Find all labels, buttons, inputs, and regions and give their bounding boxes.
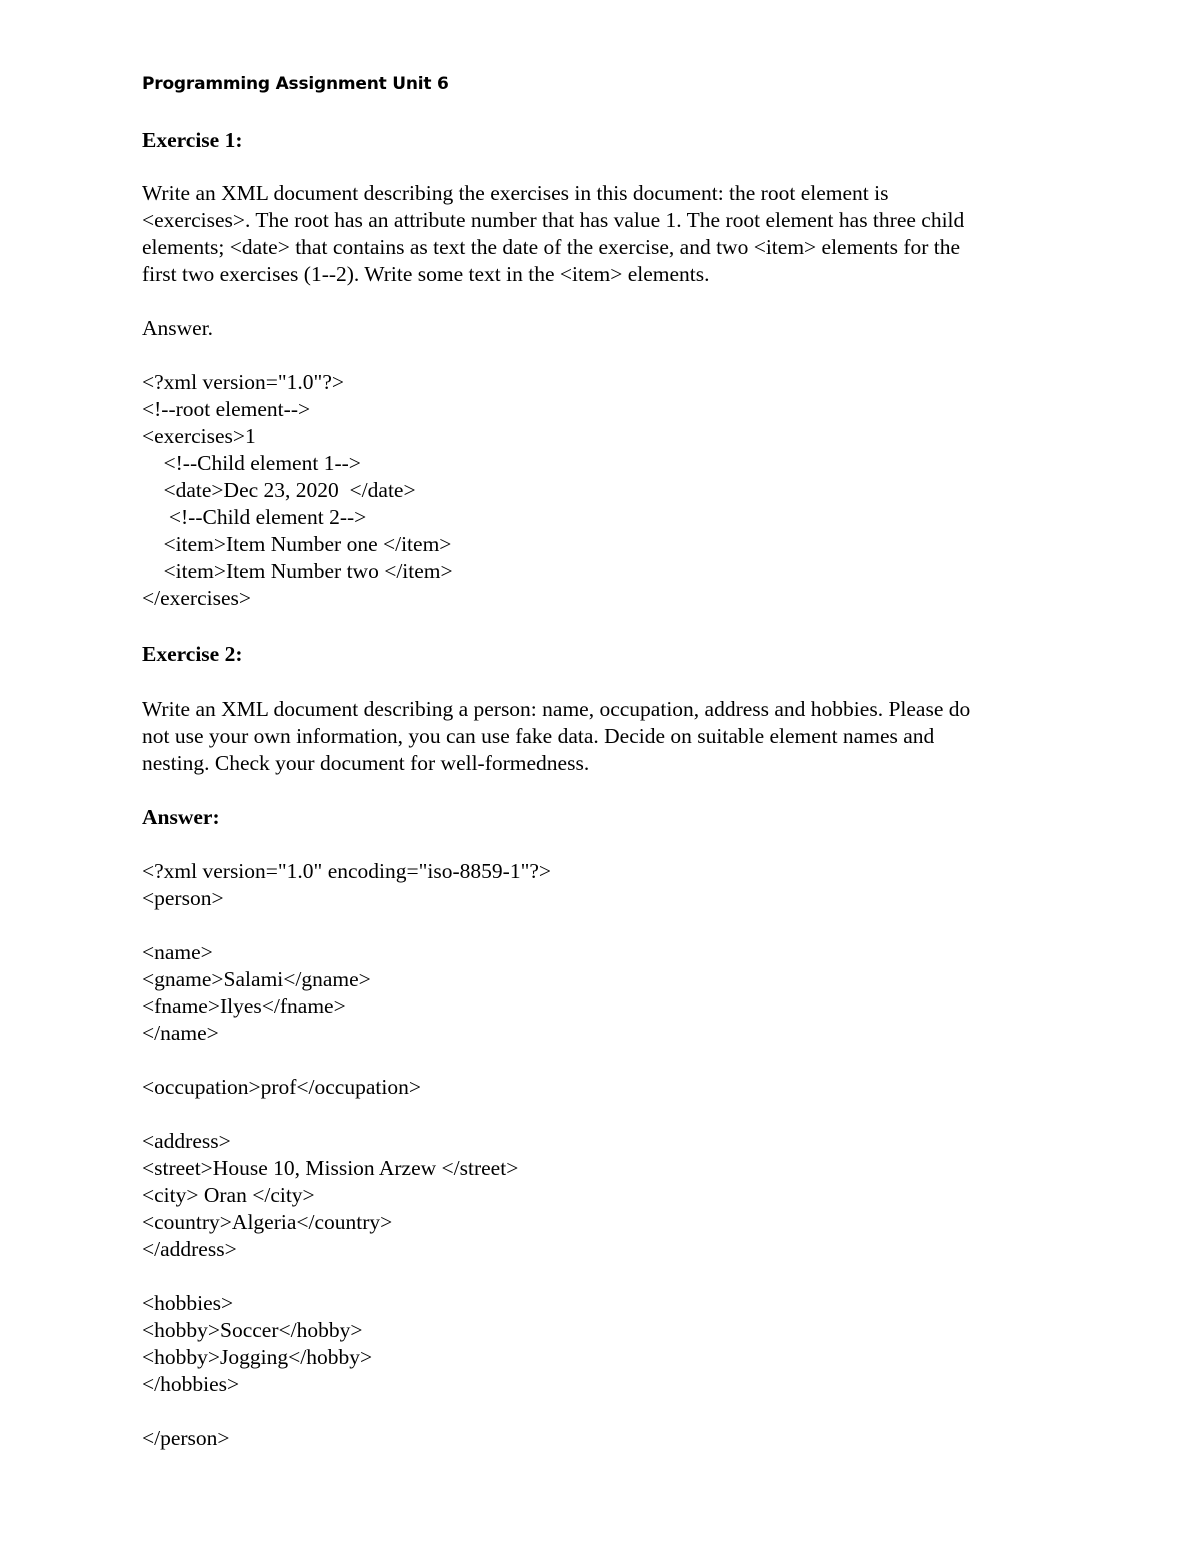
exercise-2-code-line: <occupation>prof</occupation> [142, 1075, 421, 1099]
exercise-1-code-line: <item>Item Number one </item> [142, 532, 452, 556]
exercise-2-code-line: <hobbies> [142, 1291, 234, 1315]
exercise-1-prompt-line: elements; <date> that contains as text the date of the exercise, and two <item> elements for the [142, 235, 961, 259]
exercise-2-code-line: <city> Oran </city> [142, 1183, 315, 1207]
exercise-1-code-line: </exercises> [142, 586, 252, 610]
exercise-2-prompt-line: not use your own information, you can use fake data. Decide on suitable element names and [142, 724, 935, 748]
exercise-2-code-line: <fname>Ilyes</fname> [142, 994, 346, 1018]
exercise-1-prompt-line: <exercises>. The root has an attribute number that has value 1. The root element has three child [142, 208, 965, 232]
exercise-1-prompt-line: first two exercises (1--2). Write some text in the <item> elements. [142, 262, 710, 286]
exercise-2-code-line: <gname>Salami</gname> [142, 967, 371, 991]
exercise-2-code-line: <street>House 10, Mission Arzew </street> [142, 1156, 519, 1180]
exercise-1-heading: Exercise 1: [142, 128, 243, 152]
exercise-2-code-line: </name> [142, 1021, 219, 1045]
exercise-2-answer-label: Answer: [142, 805, 220, 829]
exercise-2-code-line: <hobby>Jogging</hobby> [142, 1345, 373, 1369]
exercise-1-code-line: <date>Dec 23, 2020 </date> [142, 478, 416, 502]
exercise-2-code-line: </person> [142, 1426, 230, 1450]
exercise-1-code-line: <item>Item Number two </item> [142, 559, 453, 583]
exercise-2-prompt-line: nesting. Check your document for well-formedness. [142, 751, 590, 775]
exercise-1-prompt-line: Write an XML document describing the exercises in this document: the root element is [142, 181, 889, 205]
exercise-2-code-line: <?xml version="1.0" encoding="iso-8859-1"?> [142, 859, 552, 883]
exercise-2-code-line: <address> [142, 1129, 231, 1153]
exercise-1-code-line: <!--Child element 1--> [142, 451, 361, 475]
exercise-2-code-line: <hobby>Soccer</hobby> [142, 1318, 363, 1342]
exercise-1-code-line: <?xml version="1.0"?> [142, 370, 345, 394]
exercise-1-code-line: <!--root element--> [142, 397, 311, 421]
exercise-2-heading: Exercise 2: [142, 642, 243, 666]
exercise-2-code-line: </address> [142, 1237, 237, 1261]
exercise-2-code-line: </hobbies> [142, 1372, 240, 1396]
exercise-1-answer-label: Answer. [142, 316, 214, 340]
exercise-2-prompt-line: Write an XML document describing a person: name, occupation, address and hobbies. Please do [142, 697, 971, 721]
document-title: Programming Assignment Unit 6 [142, 74, 449, 94]
exercise-1-code-line: <exercises>1 [142, 424, 256, 448]
exercise-1-code-line: <!--Child element 2--> [142, 505, 367, 529]
exercise-2-code-line: <person> [142, 886, 224, 910]
exercise-2-code-line: <country>Algeria</country> [142, 1210, 393, 1234]
exercise-2-code-line: <name> [142, 940, 213, 964]
